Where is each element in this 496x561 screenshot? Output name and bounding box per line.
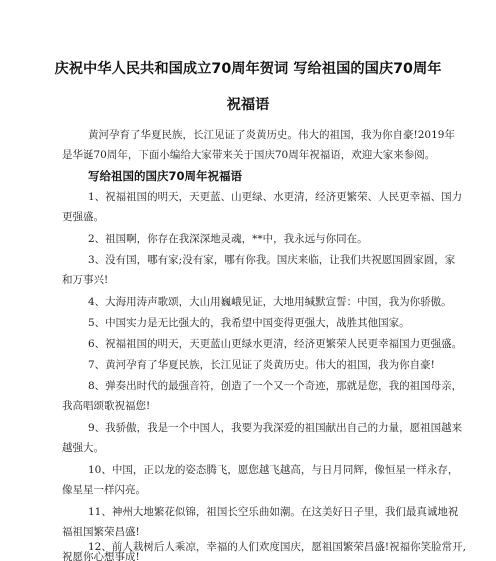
list-item-11-line-2: 福祖国繁荣昌盛!: [62, 526, 140, 538]
list-item-3-line-1: 3、没有国，哪有家;没有家，哪有你我。国庆来临，让我们共祝愿国圆家圆，家: [88, 254, 456, 266]
intro-line-1: 黄河孕育了华夏民族，长江见证了炎黄历史。伟大的祖国，我为你自豪!2019年: [88, 129, 455, 141]
list-item-10-line-1: 10、中国，正以龙的姿态腾飞，愿您越飞越高，与日月同辉，像恒星一样永存，: [88, 464, 459, 476]
list-item-8-line-2: 我高唱颂歌祝福您!: [62, 400, 151, 412]
list-item-7: 7、黄河孕育了华夏民族，长江见证了炎黄历史。伟大的祖国，我为你自豪!: [88, 359, 435, 371]
list-item-11-line-1: 11、神州大地繁花似锦，祖国长空乐曲如潮。在这美好日子里，我们最真诚地祝: [88, 506, 459, 518]
list-item-1-line-2: 更强盛。: [62, 211, 104, 223]
section-subheading: 写给祖国的国庆70周年祝福语: [88, 169, 243, 183]
list-item-6: 6、祝福祖国的明天，天更蓝山更绿水更清，经济更繁荣人民更幸福国力更强盛。: [88, 338, 463, 350]
list-item-12-line-2: 祝愿你心想事成!: [62, 551, 140, 561]
intro-line-2: 是华诞70周年，下面小编给大家带来关于国庆70周年祝福语，欢迎大家来参阅。: [62, 149, 436, 161]
list-item-5: 5、中国实力是无比强大的，我希望中国变得更强大，战胜其他国家。: [88, 317, 410, 329]
list-item-4: 4、大海用涛声歌颂，大山用巍峨见证，大地用缄默宣誓：中国，我为你骄傲。: [88, 296, 452, 308]
list-item-9-line-2: 越强大。: [62, 442, 104, 454]
list-item-8-line-1: 8、弹奏出时代的最强音符，创造了一个又一个奇迹，那就是您，我的祖国母亲，: [88, 380, 463, 392]
list-item-12-line-1: 12、前人栽树后人乘凉，幸福的人们欢度国庆，愿祖国繁荣昌盛!祝福你笑脸常开,: [88, 541, 466, 553]
list-item-9-line-1: 9、我骄傲，我是一个中国人，我要为我深爱的祖国献出自己的力量，愿祖国越来: [88, 422, 463, 434]
document-title-line-2: 祝福语: [226, 97, 270, 113]
list-item-1-line-1: 1、祝福祖国的明天，天更蓝、山更绿、水更清，经济更繁荣、人民更幸福、国力: [88, 191, 463, 203]
document-title-line-1: 庆祝中华人民共和国成立70周年贺词 写给祖国的国庆70周年: [54, 61, 442, 77]
list-item-3-line-2: 和万事兴!: [62, 274, 109, 286]
list-item-10-line-2: 像星星一样闪亮。: [62, 484, 146, 496]
list-item-2: 2、祖国啊，你存在我深深地灵魂，**中，我永远与你同在。: [88, 233, 368, 245]
